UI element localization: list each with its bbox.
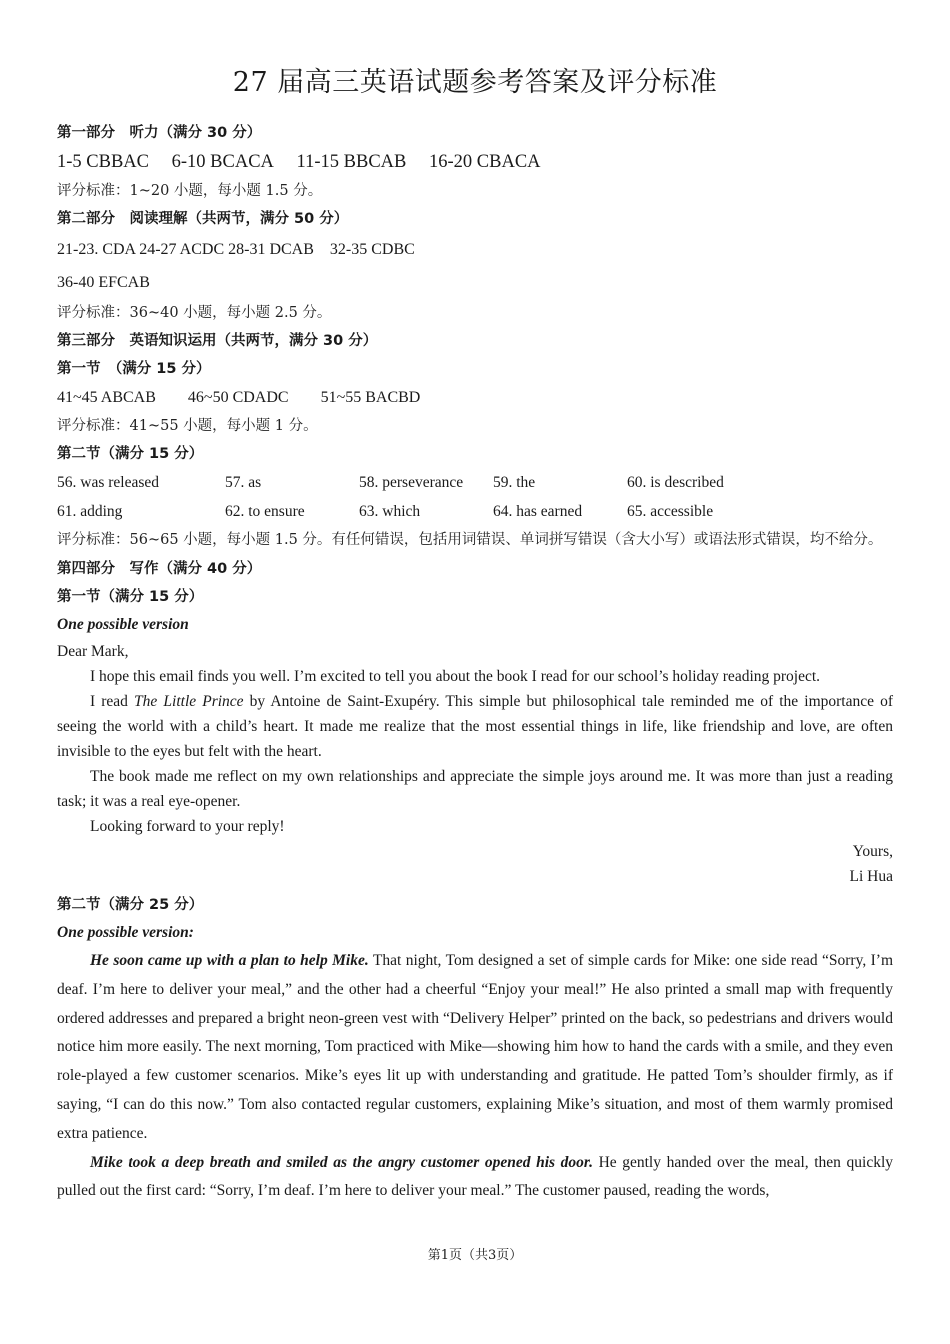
- page-title: 27 届高三英语试题参考答案及评分标准: [232, 67, 718, 98]
- part1-answers: [57, 147, 893, 177]
- part2-answers-line2: 36-40 EFCAB: [57, 274, 150, 291]
- part3-section1-heading: 第一节 （满分 15 分）: [57, 361, 211, 377]
- part2-answers-line1: [57, 233, 893, 266]
- text-run: That night, Tom designed a set of simple cards for Mike: one side read “Sorry, I’m deaf. I’m here to deliver your meal,” and the other had a cheerful “Enjoy your meal!” He also printed a small map with frequently ordered addresses and prepared a bright neon-green vest with “Delivery Helper” printed on the back, so pedestrians and drivers would notice him more easily. The next morning, Tom practiced with Mike—showing him how to hand the cards with a smile, and they even role-played a few customer scenarios. Mike’s eyes lit up with understanding and gratitude. He patted Tom’s shoulder firmly, as if saying, “I can do this now.” Tom also contacted regular customers, explaining Mike’s situation, and most of them warmly promised extra patience.: [57, 952, 893, 1142]
- story-paragraph: [57, 1149, 893, 1207]
- letter-closing: Yours,: [852, 843, 893, 860]
- part3-section2-criteria: 评分标准：56~65 小题，每小题 1.5 分。有任何错误，包括用词错误、单词拼写错误（含大小写）或语法形式错误，均不给分。: [57, 532, 883, 548]
- answer-group: 1-5 CBBAC: [57, 152, 150, 172]
- text-run: I read: [90, 693, 135, 710]
- part3-section2-answers-grid: [57, 468, 893, 526]
- grid-answer: 57. as: [225, 474, 262, 491]
- part4-heading: 第四部分 写作（满分 40 分）: [57, 561, 262, 577]
- answer-group: 21-23. CDA 24-27 ACDC 28-31 DCAB: [57, 241, 314, 258]
- answer-group: 16-20 CBACA: [429, 152, 541, 172]
- grid-answer: 61. adding: [57, 503, 123, 520]
- answer-group: 46~50 CDADC: [187, 389, 289, 406]
- text-run: He gently handed over the meal, then quickly pulled out the first card: “Sorry, I’m deaf. I’m here to deliver your meal.” The customer paused, reading the words,: [57, 1153, 894, 1200]
- grid-answer: 62. to ensure: [225, 503, 305, 520]
- letter-paragraph: I hope this email finds you well. I’m excited to tell you about the book I read for our school’s holiday reading project.: [90, 668, 821, 685]
- grid-answer: 60. is described: [627, 474, 724, 491]
- answer-key-page: [57, 60, 893, 1206]
- answer-group: 32-35 CDBC: [329, 241, 415, 258]
- page-footer: 第1页（共3页）: [427, 1248, 523, 1263]
- part1-heading: 第一部分 听力（满分 30 分）: [57, 125, 262, 141]
- part2-criteria: 评分标准：36~40 小题，每小题 2.5 分。: [57, 305, 332, 321]
- grid-answer: 65. accessible: [627, 503, 714, 520]
- answer-group: 51~55 BACBD: [320, 389, 421, 406]
- sample-letter: [57, 639, 893, 889]
- grid-answer: 64. has earned: [493, 503, 583, 520]
- version-label: One possible version:: [57, 924, 194, 941]
- version-label: One possible version: [57, 616, 189, 633]
- letter-paragraph: [57, 689, 893, 764]
- letter-paragraph: The book made me reflect on my own relationships and appreciate the simple joys around me. It was more than just a reading task; it was a real eye-opener.: [57, 768, 893, 810]
- story-lead-sentence: He soon came up with a plan to help Mike.: [90, 952, 369, 969]
- letter-signature: Li Hua: [849, 868, 893, 885]
- sample-story: [57, 947, 893, 1206]
- answer-group: 41~45 ABCAB: [57, 389, 156, 406]
- answer-group: 11-15 BBCAB: [296, 152, 407, 172]
- grid-answer: 56. was released: [57, 474, 159, 491]
- story-lead-sentence: Mike took a deep breath and smiled as the angry customer opened his door.: [90, 1153, 593, 1171]
- part3-heading: 第三部分 英语知识运用（共两节，满分 30 分）: [57, 333, 378, 349]
- book-title: The Little Prince: [134, 693, 244, 710]
- letter-paragraph: Looking forward to your reply!: [90, 818, 285, 835]
- letter-salutation: Dear Mark,: [57, 643, 129, 660]
- part1-criteria: 评分标准：1~20 小题，每小题 1.5 分。: [57, 183, 323, 199]
- part3-section2-heading: 第二节（满分 15 分）: [57, 446, 204, 462]
- part3-section1-answers: [57, 383, 893, 412]
- grid-answer: 59. the: [493, 474, 536, 491]
- part4-section1-heading: 第一节（满分 15 分）: [57, 589, 204, 605]
- grid-answer: 63. which: [359, 503, 421, 520]
- part4-section2-heading: 第二节（满分 25 分）: [57, 897, 204, 913]
- answer-group: 6-10 BCACA: [171, 152, 274, 172]
- grid-answer: 58. perseverance: [359, 474, 464, 491]
- part2-heading: 第二部分 阅读理解（共两节，满分 50 分）: [57, 211, 349, 227]
- part3-section1-criteria: 评分标准：41~55 小题，每小题 1 分。: [57, 418, 318, 434]
- story-paragraph: [57, 947, 893, 1149]
- text-run: by Antoine de Saint-Exupéry. This simple but philosophical tale reminded me of the importance of seeing the world with a child’s heart. It made me realize that the most essential things in life, like friendship and love, are often invisible to the eyes but felt with the heart.: [57, 693, 893, 760]
